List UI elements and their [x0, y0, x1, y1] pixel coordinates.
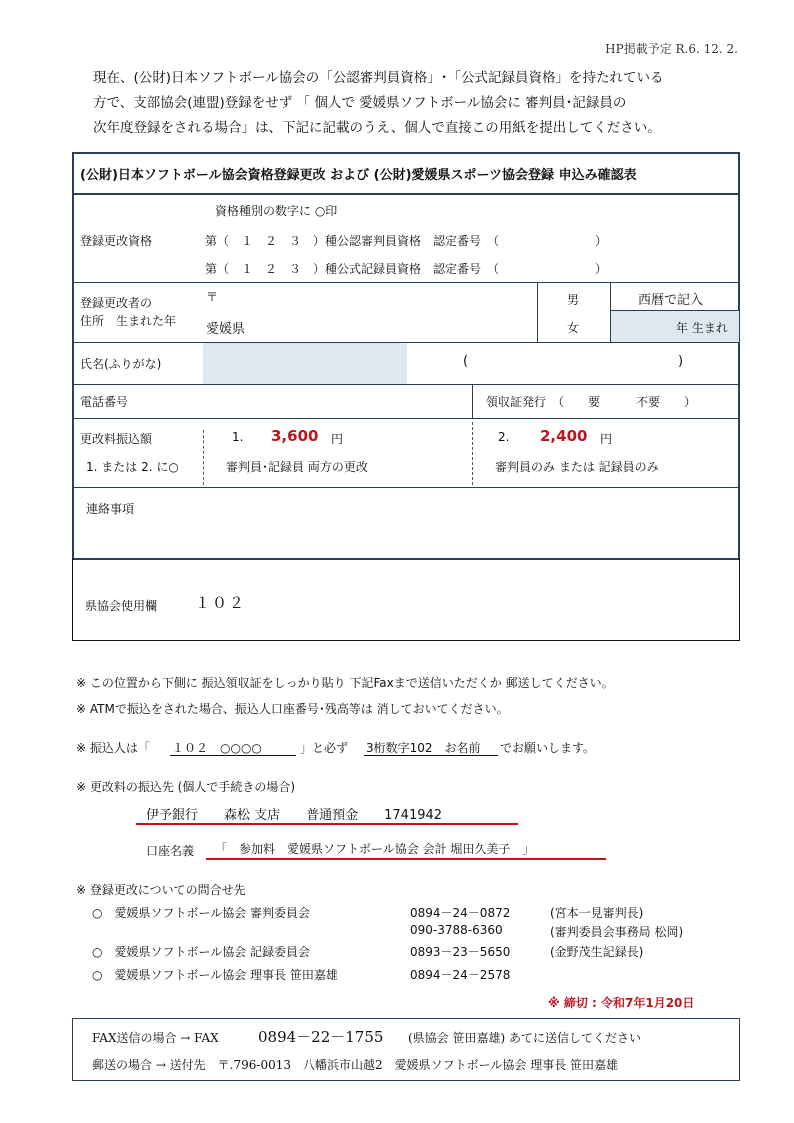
note-payer-middle: 」と必ず	[300, 741, 349, 755]
address-label-1: 登録更改者の	[80, 296, 153, 310]
contact-referee-tel: 0894－24－0872	[410, 906, 511, 920]
note-payer-description: 3桁数字102 お名前	[366, 741, 481, 755]
account-heading: ※ 更改料の振込先 (個人で手続きの場合)	[76, 780, 296, 794]
fee-option-2-description: 審判員のみ または 記録員のみ	[495, 460, 659, 474]
fax-number: 0894－22－1755	[258, 1028, 384, 1046]
contact-chair-org: ○ 愛媛県ソフトボール協会 理事長 笹田嘉雄	[92, 968, 338, 982]
contact-referee-office-person: (審判委員会事務局 松岡)	[550, 925, 684, 939]
bank-details: 伊予銀行 森松 支店 普通預金 1741942	[146, 808, 443, 823]
contact-referee-person: (宮本一見審判長)	[550, 906, 644, 920]
note-payer-suffix: でお願いします。	[500, 741, 596, 755]
office-use-box	[72, 558, 740, 641]
gender-female[interactable]: 女	[567, 321, 580, 335]
fax-line-suffix: (県協会 笹田嘉雄) あてに送信してください	[408, 1031, 641, 1045]
contact-recorder-person: (金野茂生記録長)	[550, 945, 644, 959]
fee-option-2-unit: 円	[600, 432, 613, 446]
fee-option-1-description: 審判員･記録員 両方の更改	[226, 460, 368, 474]
deadline: ※ 締切 : 令和7年1月20日	[548, 996, 695, 1010]
gender-male[interactable]: 男	[567, 293, 580, 307]
contact-referee-org: ○ 愛媛県ソフトボール協会 審判委員会	[92, 906, 311, 920]
contact-recorder-org: ○ 愛媛県ソフトボール協会 記録委員会	[92, 945, 311, 959]
phone-label: 電話番号	[80, 395, 129, 409]
form-title: (公財)日本ソフトボール協会資格登録更改 および (公財)愛媛県スポーツ協会登録 申込み確認表	[80, 168, 637, 183]
publication-note: HP掲載予定 R.6. 12. 2.	[605, 42, 738, 56]
notes-label: 連絡事項	[86, 502, 135, 516]
fax-line-prefix: FAX送信の場合 → FAX	[92, 1031, 219, 1045]
note-payer-code: １０２ ○○○○	[172, 741, 262, 755]
postal-mark: 〒	[206, 290, 219, 304]
fee-option-1-amount: 3,600	[271, 427, 319, 445]
address-label-2: 住所 生まれた年	[80, 314, 177, 328]
receipt-option[interactable]: 領収証発行 （ 要 不要 ）	[486, 395, 697, 409]
note-atm: ※ ATMで振込をされた場合、振込人口座番号･残高等は 消しておいてください。	[76, 702, 509, 716]
contact-chair-tel: 0894－24－2578	[410, 968, 511, 982]
qualification-instruction: 資格種別の数字に ○印	[215, 204, 338, 218]
fee-option-1-number[interactable]: 1.	[232, 430, 244, 444]
fee-option-1-unit: 円	[331, 432, 344, 446]
referee-qualification-line[interactable]: 第（ １ ２ ３ ）種公認審判員資格 認定番号 （ ）	[205, 234, 608, 248]
fee-sublabel: 1. または 2. に○	[86, 460, 179, 474]
prefecture-text: 愛媛県	[206, 322, 246, 337]
name-label: 氏名(ふりがな)	[80, 357, 162, 371]
intro-line-2: 方で、支部協会(連盟)登録をせず 「 個人で 愛媛県ソフトボール協会に 審判員･記録員の	[93, 95, 627, 111]
furigana-close-paren: )	[678, 354, 684, 369]
mail-address-line: 郵送の場合 → 送付先 〒.796-0013 八幡浜市山越2 愛媛県ソフトボール協会 理事長 笹田嘉雄	[92, 1058, 619, 1072]
note-payer-prefix: ※ 振込人は「	[76, 741, 150, 755]
furigana-open-paren: (	[463, 354, 469, 369]
intro-line-3: 次年度登録をされる場合」は、下記に記載のうえ、個人で直接この用紙を提出してください。	[93, 120, 661, 136]
birth-year-suffix: 年 生まれ	[676, 321, 728, 335]
fee-label: 更改料振込額	[80, 432, 153, 446]
intro-line-1: 現在、(公財)日本ソフトボール協会の「公認審判員資格」･「公式記録員資格」を持たれている	[93, 70, 664, 86]
account-name: 「 参加料 愛媛県ソフトボール協会 会計 堀田久美子 」	[215, 842, 535, 856]
office-use-label: 県協会使用欄	[85, 599, 158, 613]
note-attach-receipt: ※ この位置から下側に 振込領収証をしっかり貼り 下記Faxまで送信いただくか 郵送してください。	[76, 676, 614, 690]
recorder-qualification-line[interactable]: 第（ １ ２ ３ ）種公式記録員資格 認定番号 （ ）	[205, 262, 608, 276]
contact-referee-office-tel: 090-3788-6360	[410, 923, 503, 937]
qualification-label: 登録更改資格	[80, 234, 153, 248]
fee-option-2-number[interactable]: 2.	[498, 430, 510, 444]
contact-recorder-tel: 0893－23－5650	[410, 945, 511, 959]
fee-option-2-amount: 2,400	[540, 427, 588, 445]
contacts-heading: ※ 登録更改についての問合せ先	[76, 883, 246, 897]
account-name-label: 口座名義	[146, 844, 195, 858]
office-use-value: １０２	[195, 594, 247, 612]
seireki-note: 西暦で記入	[638, 293, 704, 308]
